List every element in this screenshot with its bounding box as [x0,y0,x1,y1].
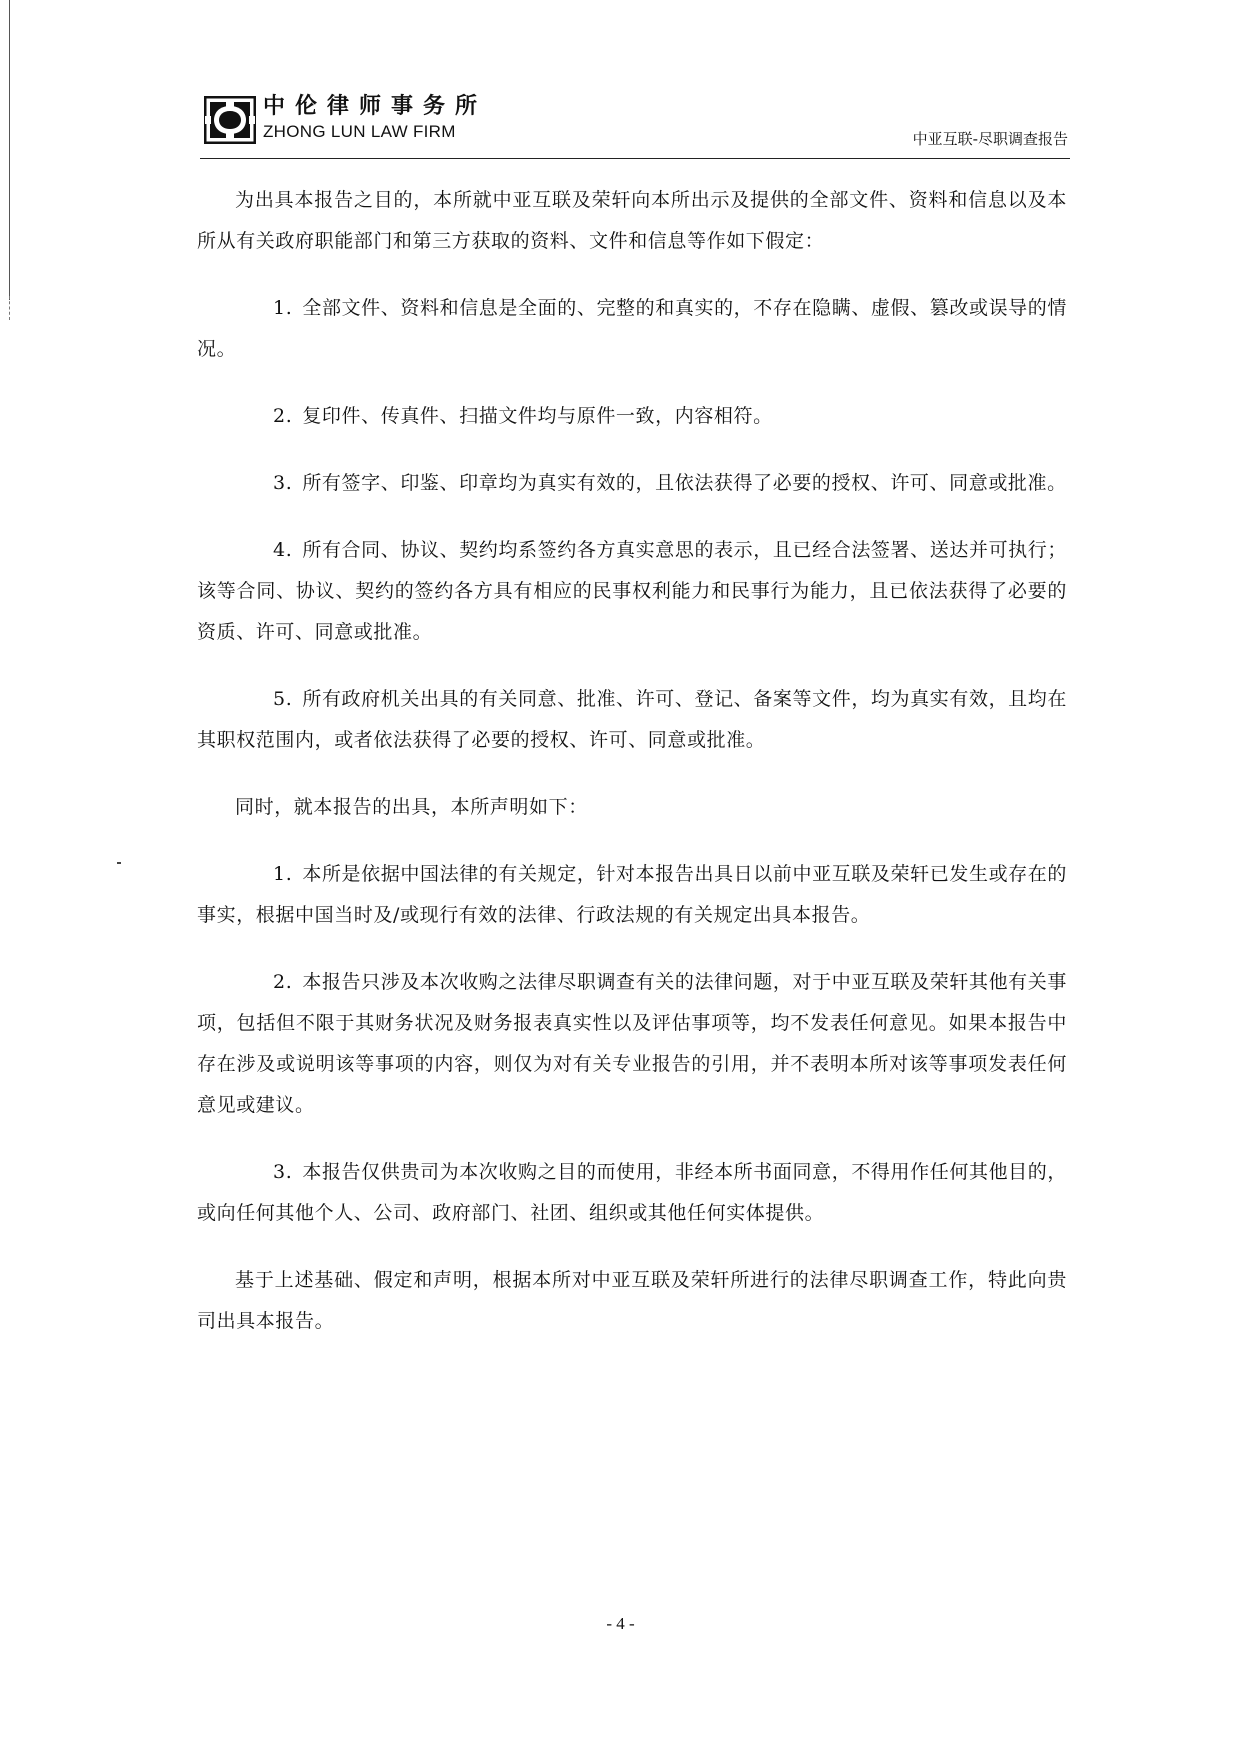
item-text: 本所是依据中国法律的有关规定，针对本报告出具日以前中亚互联及荣轩已发生或存在的事实，根据中国当时及/或现行有效的法律、行政法规的有关规定出具本报告。 [197,863,1067,926]
header-divider [200,158,1070,159]
item-text: 所有政府机关出具的有关同意、批准、许可、登记、备案等文件，均为真实有效，且均在其职权范围内，或者依法获得了必要的授权、许可、同意或批准。 [197,688,1067,751]
assumption-item [197,288,1067,370]
document-body [197,180,1067,1368]
declaration-intro-paragraph: 同时，就本报告的出具，本所声明如下： [235,796,588,818]
item-number: 3. [273,1161,293,1183]
item-number: 1. [273,863,293,885]
item-text: 所有签字、印鉴、印章均为真实有效的，且依法获得了必要的授权、许可、同意或批准。 [302,472,1067,494]
declaration-item [197,962,1067,1126]
intro-paragraph: 为出具本报告之目的，本所就中亚互联及荣轩向本所出示及提供的全部文件、资料和信息以及本所从有关政府职能部门和第三方获取的资料、文件和信息等作如下假定： [197,189,1067,252]
item-number: 1. [273,297,293,319]
scan-margin-line [9,0,10,300]
zhong-lun-logo-icon [204,96,256,144]
item-number: 2. [273,405,293,427]
scan-margin-dash [9,296,11,320]
item-text: 本报告仅供贵司为本次收购之目的而使用，非经本所书面同意，不得用作任何其他目的，或向任何其他个人、公司、政府部门、社团、组织或其他任何实体提供。 [197,1161,1067,1224]
report-title: 中亚互联-尽职调查报告 [912,130,1068,148]
item-number: 3. [273,472,293,494]
assumption-item [197,463,1067,504]
page-number: - 4 - [606,1614,635,1633]
item-number: 2. [273,971,293,993]
firm-name-en: ZHONG LUN LAW FIRM [263,122,456,141]
firm-name-cn: 中伦律师事务所 [263,94,488,119]
item-number: 4. [273,539,293,561]
declaration-item [197,854,1067,936]
page-header [204,92,1068,154]
assumption-item [197,396,1067,437]
assumption-item [197,679,1067,761]
item-text: 所有合同、协议、契约均系签约各方真实意思的表示，且已经合法签署、送达并可执行；该等合同、协议、契约的签约各方具有相应的民事权利能力和民事行为能力，且已依法获得了必要的资质、许可、同意或批准。 [197,539,1067,643]
conclusion-paragraph: 基于上述基础、假定和声明，根据本所对中亚互联及荣轩所进行的法律尽职调查工作，特此向贵司出具本报告。 [197,1269,1067,1332]
scan-speck [117,862,121,864]
declaration-item [197,1152,1067,1234]
item-text: 全部文件、资料和信息是全面的、完整的和真实的，不存在隐瞒、虚假、篡改或误导的情况。 [197,297,1067,360]
item-number: 5. [273,688,293,710]
assumption-item [197,530,1067,653]
item-text: 本报告只涉及本次收购之法律尽职调查有关的法律问题，对于中亚互联及荣轩其他有关事项，包括但不限于其财务状况及财务报表真实性以及评估事项等，均不发表任何意见。如果本报告中存在涉及或说明该等事项的内容，则仅为对有关专业报告的引用，并不表明本所对该等事项发表任何意见或建议。 [197,971,1067,1116]
item-text: 复印件、传真件、扫描文件均与原件一致，内容相符。 [302,405,773,427]
